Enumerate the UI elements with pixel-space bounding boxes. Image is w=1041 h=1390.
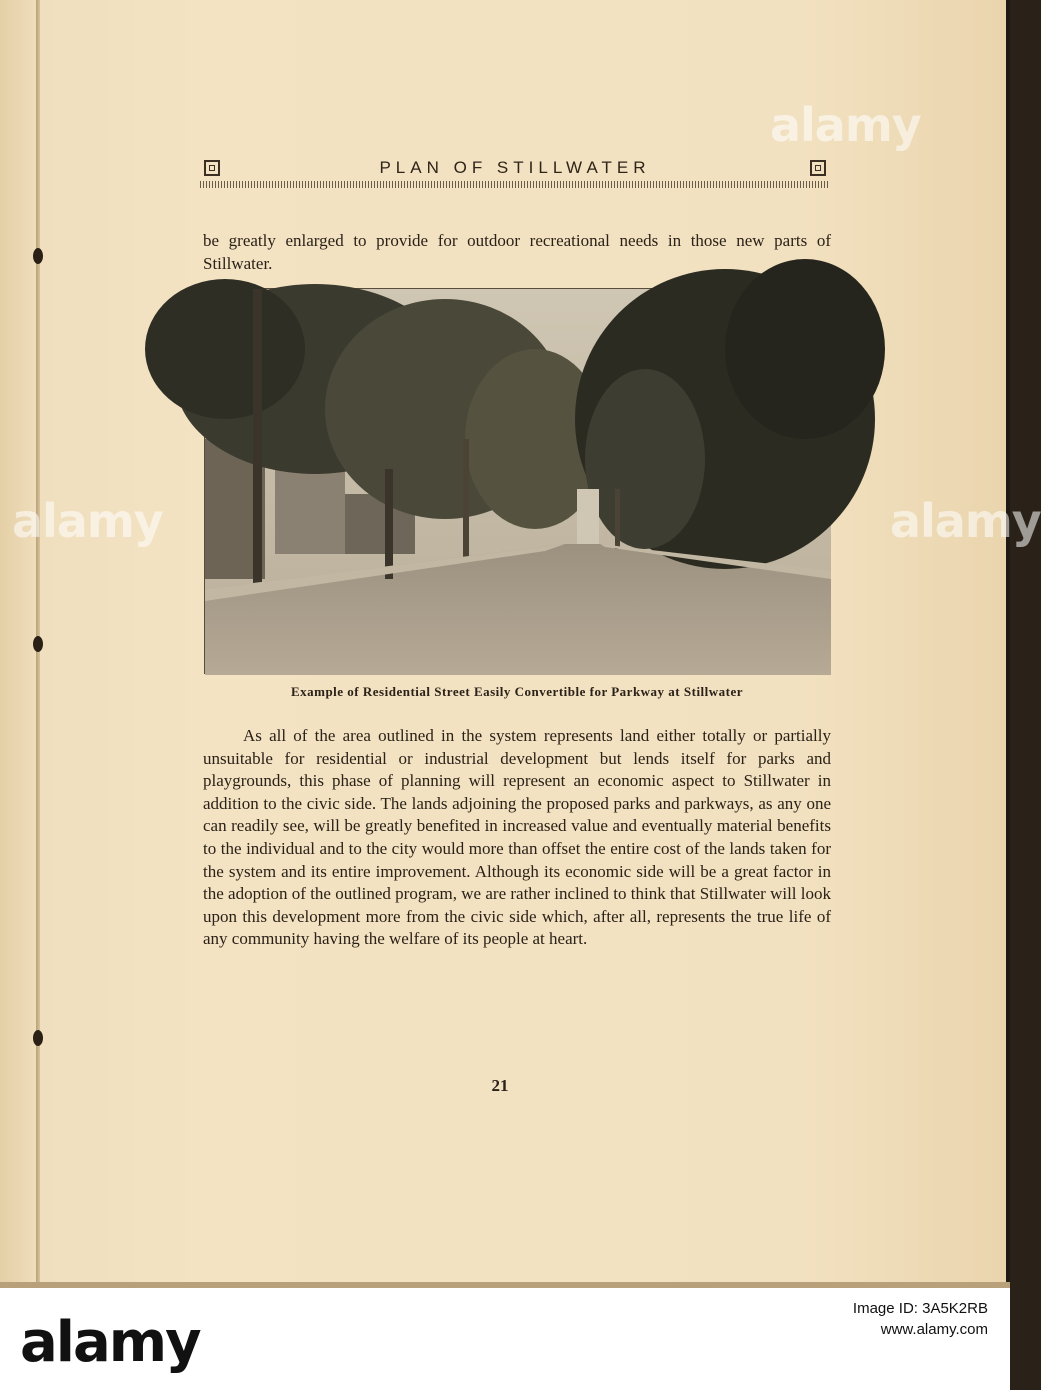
footer-logo: alamy xyxy=(20,1310,200,1375)
street-photograph xyxy=(204,288,830,674)
footer-image-info xyxy=(853,1298,988,1340)
body-paragraph-2: As all of the area outlined in the system represents land either totally or partially unsuitable for residential or industrial development but lends itself for parks and playgrounds, this phase of planning will represent an economic aspect to Stillwater in addition to the civic side. The lands adjoining the proposed parks and parkways, as any one can readily see, will be greatly benefited in increased value and eventually material benefits to the individual and to the city would more than offset the entire cost of the lands taken for the system and its entire improvement. Although its economic side will be a great factor in the adoption of the outlined program, we are rather inclined to think that Stillwater will look upon this development more from the civic side which, after all, represents the true life of any community having the welfare of its people at heart. xyxy=(203,726,831,949)
body-paragraph-1: be greatly enlarged to provide for outdoor recreational needs in those new parts of Stillwater. xyxy=(203,231,831,273)
street-photograph-illustration xyxy=(205,289,831,675)
footer-site: www.alamy.com xyxy=(880,1321,988,1338)
footer-image-id: Image ID: 3A5K2RB xyxy=(852,1300,988,1317)
page-number: 21 xyxy=(491,1076,509,1095)
photo-caption: Example of Residential Street Easily Convertible for Parkway at Stillwater xyxy=(290,684,744,699)
stock-footer xyxy=(0,1288,1010,1390)
running-header-title: PLAN OF STILLWATER xyxy=(379,158,651,177)
binding-hole xyxy=(33,636,43,652)
binding-hole xyxy=(33,1030,43,1046)
ornament-square-icon xyxy=(810,160,826,176)
watermark-logo: alamy xyxy=(890,494,1041,548)
watermark-logo: alamy xyxy=(770,98,921,152)
binding-hole xyxy=(33,248,43,264)
watermark-logo: alamy xyxy=(12,494,163,548)
header-rule xyxy=(200,181,830,188)
